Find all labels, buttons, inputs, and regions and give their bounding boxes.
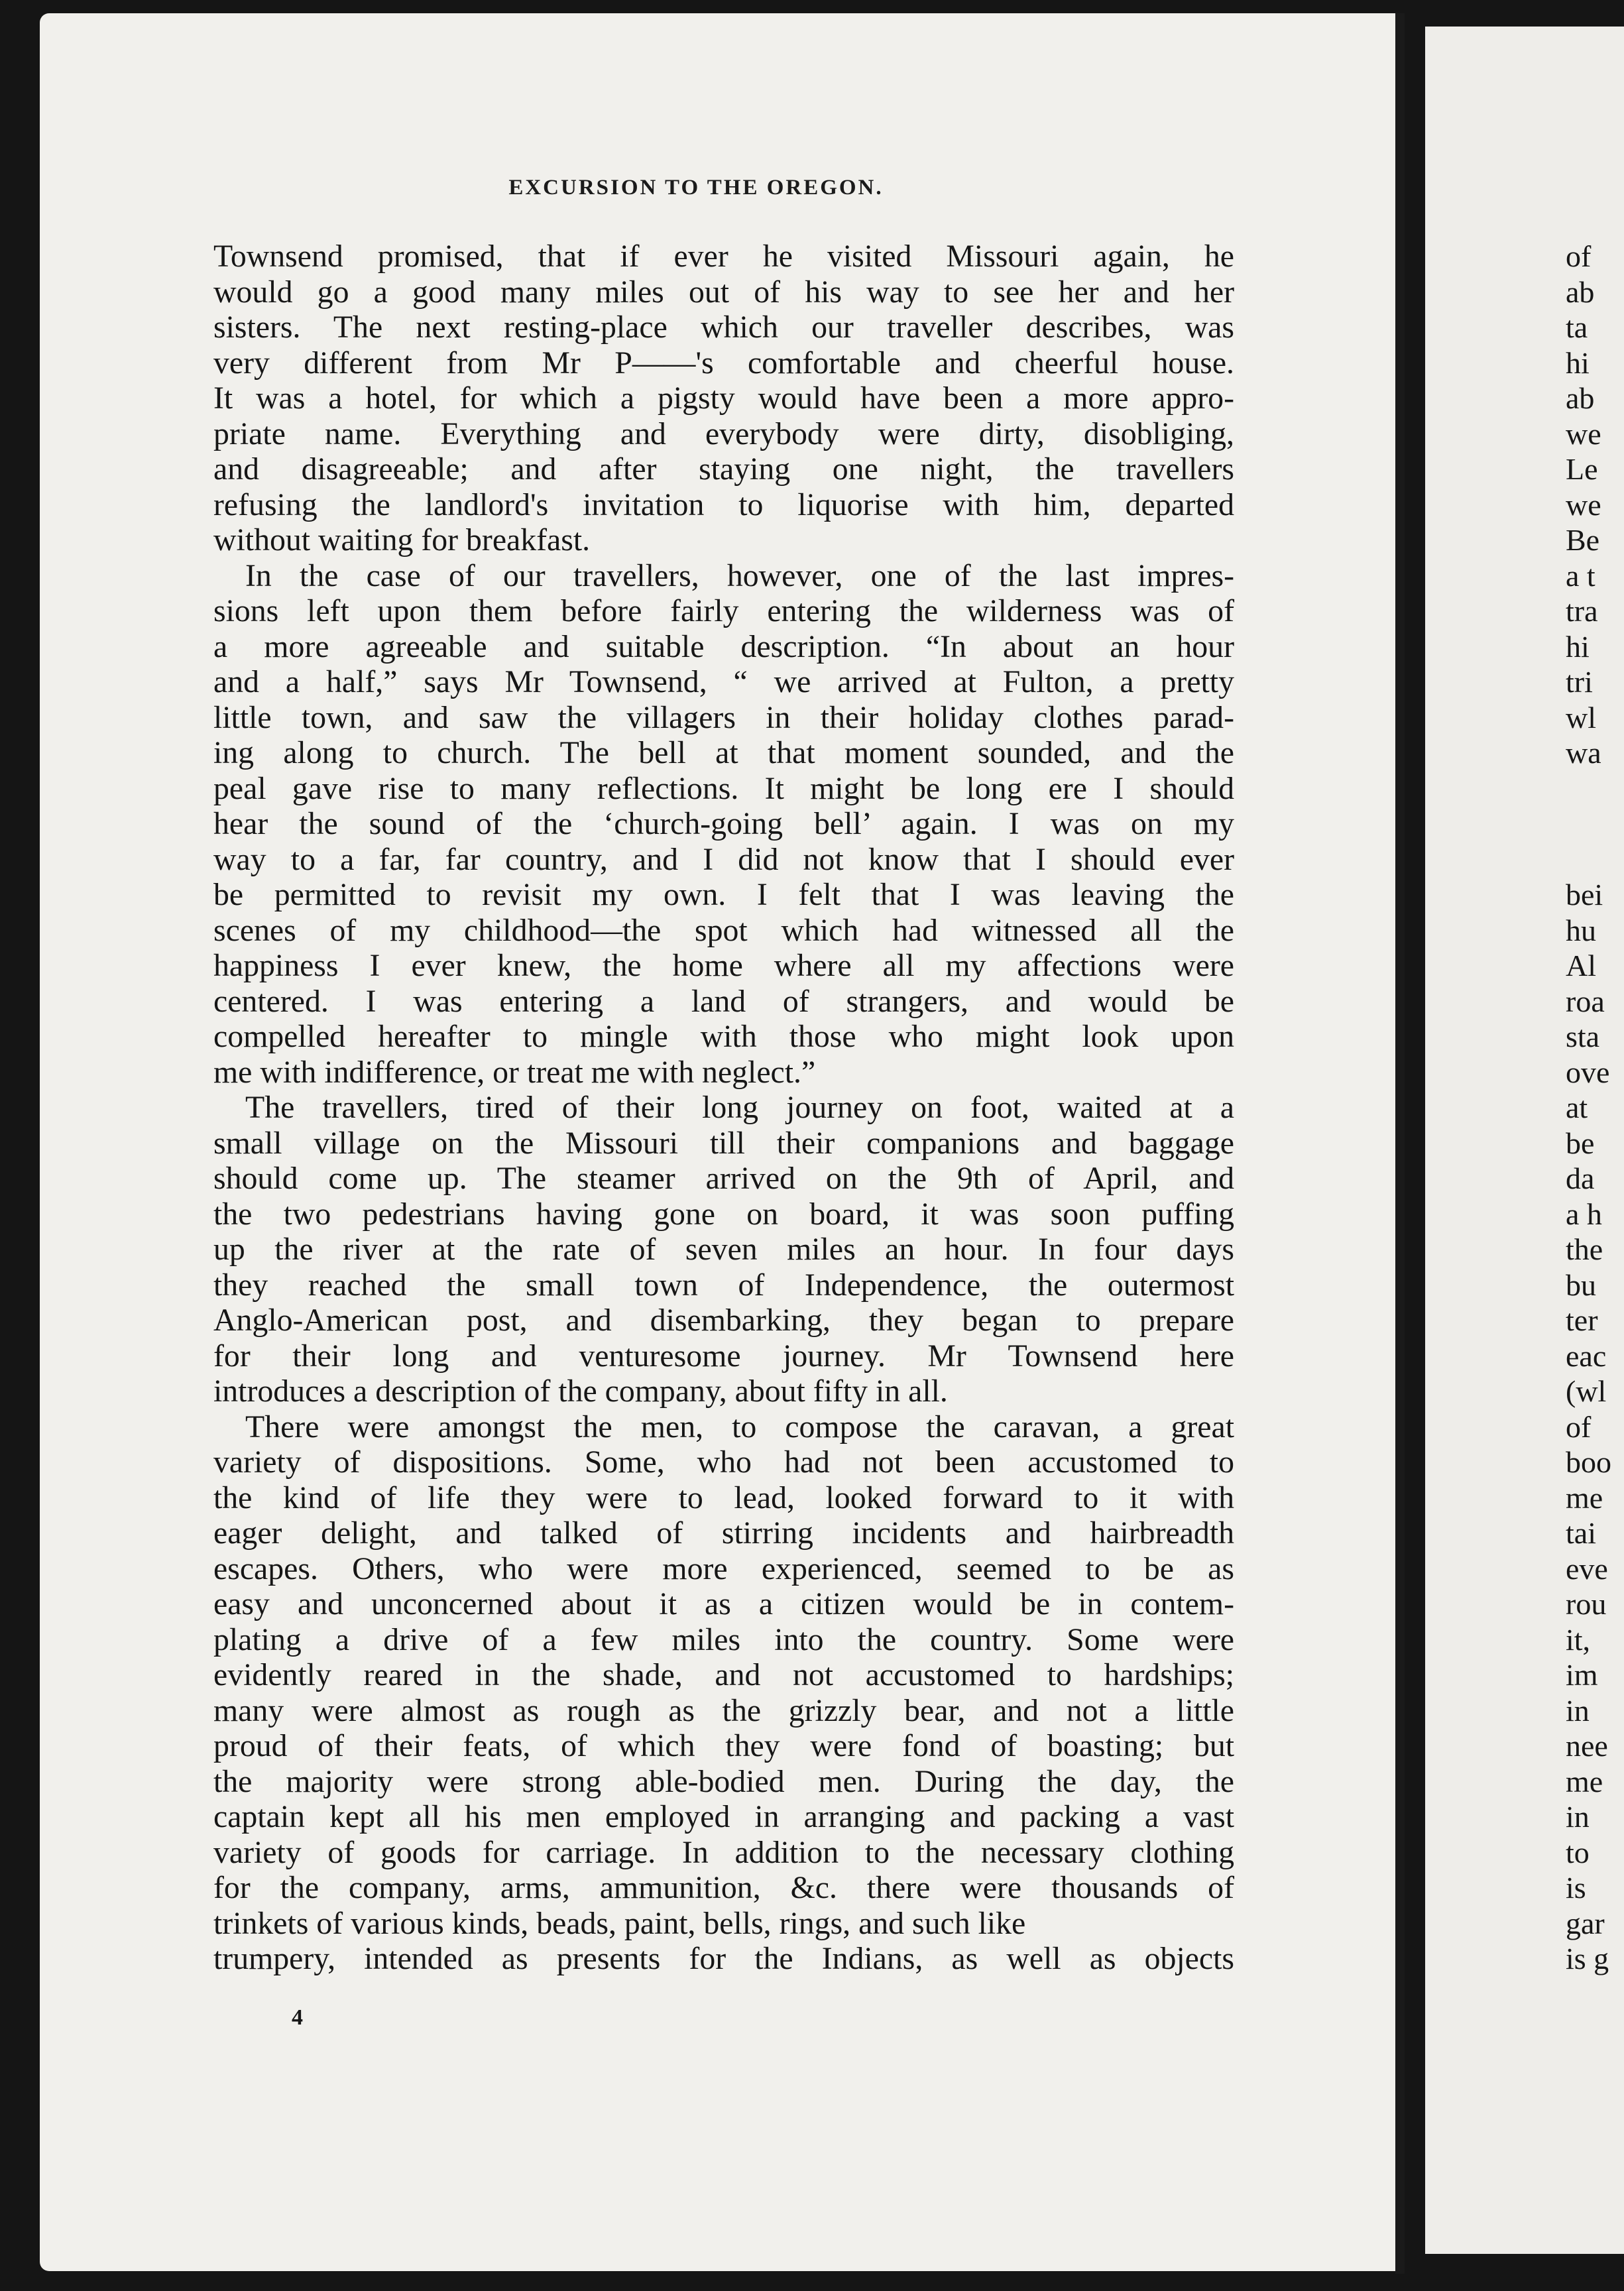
facing-page-fragment: bei xyxy=(1566,878,1603,911)
text-line: evidently reared in the shade, and not accustomed to hardships; xyxy=(213,1657,1234,1692)
facing-page-fragment xyxy=(1566,771,1611,807)
facing-page-fragment: nee xyxy=(1566,1729,1608,1763)
facing-page-fragment: Al xyxy=(1566,949,1596,982)
facing-page-fragment: roa xyxy=(1566,984,1605,1018)
text-line: up the river at the rate of seven miles an hour. In four days xyxy=(213,1232,1234,1267)
text-line: trumpery, intended as presents for the Indians, as well as objects xyxy=(213,1941,1234,1976)
text-line: a more agreeable and suitable description. “In about an hour xyxy=(213,628,1234,664)
facing-page-fragment: ove xyxy=(1566,1055,1610,1089)
text-line: introduces a description of the company, about fifty in all. xyxy=(213,1374,948,1409)
text-line: they reached the small town of Independence, the outermost xyxy=(213,1267,1234,1303)
facing-page-fragment: sta xyxy=(1566,1020,1600,1053)
text-line: refusing the landlord's invitation to liquorise with him, departed xyxy=(213,487,1234,522)
facing-page-fragment: ta xyxy=(1566,310,1588,344)
text-line: captain kept all his men employed in arranging and packing a vast xyxy=(213,1799,1234,1834)
text-line: hear the sound of the ‘church-going bell’ again. I was on my xyxy=(213,806,1234,841)
facing-page-fragment: a t xyxy=(1566,558,1595,593)
text-line: The travellers, tired of their long journey on foot, waited at a xyxy=(245,1090,1234,1125)
text-line: way to a far, far country, and I did not know that I should ever xyxy=(213,841,1234,877)
running-head: EXCURSION TO THE OREGON. xyxy=(508,176,884,200)
facing-page-fragment: me xyxy=(1566,1764,1603,1798)
text-line: very different from Mr P——'s comfortable and cheerful house. xyxy=(213,345,1234,381)
facing-page-fragment: the xyxy=(1566,1232,1603,1266)
text-line: proud of their feats, of which they were fond of boasting; but xyxy=(213,1728,1234,1763)
text-line: variety of goods for carriage. In addition to the necessary clothing xyxy=(213,1834,1234,1870)
text-line: many were almost as rough as the grizzly bear, and not a little xyxy=(213,1692,1234,1728)
facing-page-fragment: is xyxy=(1566,1871,1586,1905)
text-line: and a half,” says Mr Townsend, “ we arrived at Fulton, a pretty xyxy=(213,664,1234,699)
text-line: trinkets of various kinds, beads, paint, bells, rings, and such like xyxy=(213,1905,1026,1941)
facing-page-fragment: hi xyxy=(1566,629,1590,664)
text-line: the two pedestrians having gone on board, it was soon puffing xyxy=(213,1196,1234,1232)
facing-page-fragment: hi xyxy=(1566,345,1590,380)
facing-page-fragment xyxy=(1566,806,1611,842)
text-line: plating a drive of a few miles into the country. Some were xyxy=(213,1621,1234,1657)
text-line: and disagreeable; and after staying one night, the travellers xyxy=(213,451,1234,487)
facing-page-fragment: wl xyxy=(1566,700,1596,734)
facing-page-fragment: wa xyxy=(1566,736,1601,770)
text-line: me with indifference, or treat me with neglect.” xyxy=(213,1054,816,1090)
facing-page-fragment: im xyxy=(1566,1658,1598,1692)
text-line: centered. I was entering a land of strangers, and would be xyxy=(213,983,1234,1019)
text-line: small village on the Missouri till their companions and baggage xyxy=(213,1125,1234,1161)
facing-page-fragment: of xyxy=(1566,239,1592,273)
text-line: sisters. The next resting-place which our traveller describes, was xyxy=(213,310,1234,345)
text-line: variety of dispositions. Some, who had not been accustomed to xyxy=(213,1444,1234,1480)
text-line: easy and unconcerned about it as a citizen would be in contem- xyxy=(213,1586,1234,1621)
text-line: sions left upon them before fairly entering the wilderness was of xyxy=(213,593,1234,628)
text-line: little town, and saw the villagers in their holiday clothes parad- xyxy=(213,699,1234,735)
facing-page-fragment: me xyxy=(1566,1480,1603,1515)
text-line: peal gave rise to many reflections. It might be long ere I should xyxy=(213,770,1234,806)
text-line: priate name. Everything and everybody were dirty, disobliging, xyxy=(213,416,1234,451)
facing-page-fragment: we xyxy=(1566,487,1601,522)
page-number: 4 xyxy=(292,2005,303,2030)
text-line: scenes of my childhood—the spot which had witnessed all the xyxy=(213,912,1234,948)
facing-page-fragment: Le xyxy=(1566,452,1598,486)
facing-page-fragment: in xyxy=(1566,1800,1590,1834)
text-line: compelled hereafter to mingle with those who might look upon xyxy=(213,1019,1234,1054)
facing-page-fragment: of xyxy=(1566,1409,1592,1444)
facing-page-fragment: is g xyxy=(1566,1942,1609,1975)
facing-page-text-fragments xyxy=(1566,239,1611,1977)
facing-page-fragment: a h xyxy=(1566,1197,1602,1231)
facing-page-fragment: gar xyxy=(1566,1906,1605,1940)
facing-page-fragment: eac xyxy=(1566,1338,1607,1373)
text-line: It was a hotel, for which a pigsty would have been a more appro- xyxy=(213,381,1234,416)
facing-page-fragment: ab xyxy=(1566,274,1595,309)
facing-page-fragment: ter xyxy=(1566,1303,1598,1337)
facing-page-fragment: da xyxy=(1566,1161,1595,1195)
text-line: eager delight, and talked of stirring incidents and hairbreadth xyxy=(213,1515,1234,1551)
text-line: In the case of our travellers, however, one of the last impres- xyxy=(245,558,1234,593)
facing-page-fragment: (wl xyxy=(1566,1374,1607,1408)
text-line: There were amongst the men, to compose the caravan, a great xyxy=(245,1409,1234,1444)
facing-page-fragment: at xyxy=(1566,1090,1588,1124)
text-line: for their long and venturesome journey. Mr Townsend here xyxy=(213,1338,1234,1374)
text-line: escapes. Others, who were more experienced, seemed to be as xyxy=(213,1551,1234,1586)
text-line: should come up. The steamer arrived on the 9th of April, and xyxy=(213,1161,1234,1196)
book-spine-gutter xyxy=(1395,13,1405,2274)
facing-page-fragment xyxy=(1566,842,1611,878)
text-line: happiness I ever knew, the home where all my affections were xyxy=(213,948,1234,983)
facing-page-fragment: to xyxy=(1566,1835,1590,1869)
text-line: Townsend promised, that if ever he visited Missouri again, he xyxy=(213,239,1234,274)
text-line: the majority were strong able-bodied men. During the day, the xyxy=(213,1763,1234,1799)
facing-page-fragment: hu xyxy=(1566,913,1596,947)
facing-page-fragment: rou xyxy=(1566,1587,1607,1621)
facing-page-fragment: we xyxy=(1566,416,1601,451)
text-line: the kind of life they were to lead, looked forward to it with xyxy=(213,1480,1234,1515)
facing-page-fragment: tra xyxy=(1566,594,1598,628)
text-line: Anglo-American post, and disembarking, they began to prepare xyxy=(213,1303,1234,1338)
facing-page-fragment: eve xyxy=(1566,1551,1608,1586)
text-line: without waiting for breakfast. xyxy=(213,522,591,558)
text-line: be permitted to revisit my own. I felt that I was leaving the xyxy=(213,877,1234,912)
facing-page-fragment: ab xyxy=(1566,381,1595,415)
facing-page-fragment: be xyxy=(1566,1126,1595,1160)
facing-page-fragment: boo xyxy=(1566,1445,1611,1479)
facing-page-fragment: in xyxy=(1566,1693,1590,1728)
text-line: ing along to church. The bell at that moment sounded, and the xyxy=(213,735,1234,770)
facing-page-fragment: it, xyxy=(1566,1622,1591,1657)
facing-page-fragment: bu xyxy=(1566,1267,1596,1302)
text-line: would go a good many miles out of his way to see her and her xyxy=(213,274,1234,310)
facing-page-fragment: tai xyxy=(1566,1516,1596,1550)
text-line: for the company, arms, ammunition, &c. there were thousands of xyxy=(213,1870,1234,1905)
facing-page-fragment: tri xyxy=(1566,665,1593,699)
facing-page-fragment: Be xyxy=(1566,523,1600,557)
body-text xyxy=(213,239,1234,1977)
